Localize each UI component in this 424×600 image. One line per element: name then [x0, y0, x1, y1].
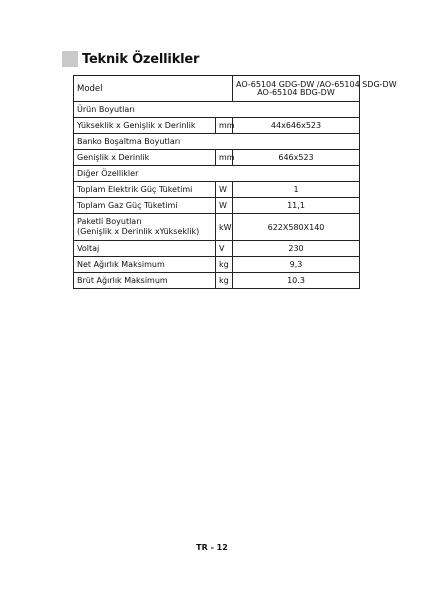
table-row — [74, 182, 360, 198]
row-label: Brüt Ağırlık Maksimum — [74, 273, 216, 289]
model-value — [233, 76, 397, 102]
row-label: Voltaj — [74, 241, 216, 257]
row-unit: kg — [216, 273, 233, 289]
section-label: Ürün Boyutları — [74, 102, 360, 118]
table-row — [74, 102, 360, 118]
section-label: Banko Boşaltma Boyutları — [74, 134, 360, 150]
row-unit: W — [216, 198, 233, 214]
row-unit: mm — [216, 150, 233, 166]
row-value: 9,3 — [233, 257, 360, 273]
table-row — [74, 214, 360, 241]
row-value: 646x523 — [233, 150, 360, 166]
heading-title: Teknik Özellikler — [82, 51, 200, 67]
row-label — [74, 214, 216, 241]
table-row — [74, 150, 360, 166]
row-value: 622X580X140 — [233, 214, 360, 241]
row-label-line2: (Genişlik x Derinlik xYükseklik) — [77, 227, 200, 236]
page-number: TR - 12 — [196, 543, 228, 552]
row-unit: kW — [216, 214, 233, 241]
table-row-model — [74, 76, 360, 102]
table-row — [74, 257, 360, 273]
row-label: Yükseklik x Genişlik x Derinlik — [74, 118, 216, 134]
row-value: 230 — [233, 241, 360, 257]
model-value-line1: AO-65104 GDG-DW /AO-65104 SDG-DW — [236, 79, 397, 89]
table-row — [74, 273, 360, 289]
row-value: 44x646x523 — [233, 118, 360, 134]
table-row — [74, 134, 360, 150]
spec-table — [73, 75, 397, 289]
row-label: Net Ağırlık Maksimum — [74, 257, 216, 273]
row-unit: W — [216, 182, 233, 198]
row-unit: kg — [216, 257, 233, 273]
row-label: Toplam Gaz Güç Tüketimi — [74, 198, 216, 214]
table-row — [74, 118, 360, 134]
row-value: 11,1 — [233, 198, 360, 214]
model-value-line2: AO-65104 BDG-DW — [257, 87, 335, 97]
row-unit: mm — [216, 118, 233, 134]
row-value: 1 — [233, 182, 360, 198]
table-row — [74, 198, 360, 214]
row-label: Genişlik x Derinlik — [74, 150, 216, 166]
section-heading — [62, 50, 199, 68]
row-value: 10.3 — [233, 273, 360, 289]
model-label: Model — [74, 76, 233, 102]
heading-marker — [62, 51, 78, 67]
row-unit: V — [216, 241, 233, 257]
row-label: Toplam Elektrik Güç Tüketimi — [74, 182, 216, 198]
table-row — [74, 241, 360, 257]
row-label-line1: Paketli Boyutları — [77, 217, 142, 226]
section-label: Diğer Özellikler — [74, 166, 360, 182]
table-row — [74, 166, 360, 182]
